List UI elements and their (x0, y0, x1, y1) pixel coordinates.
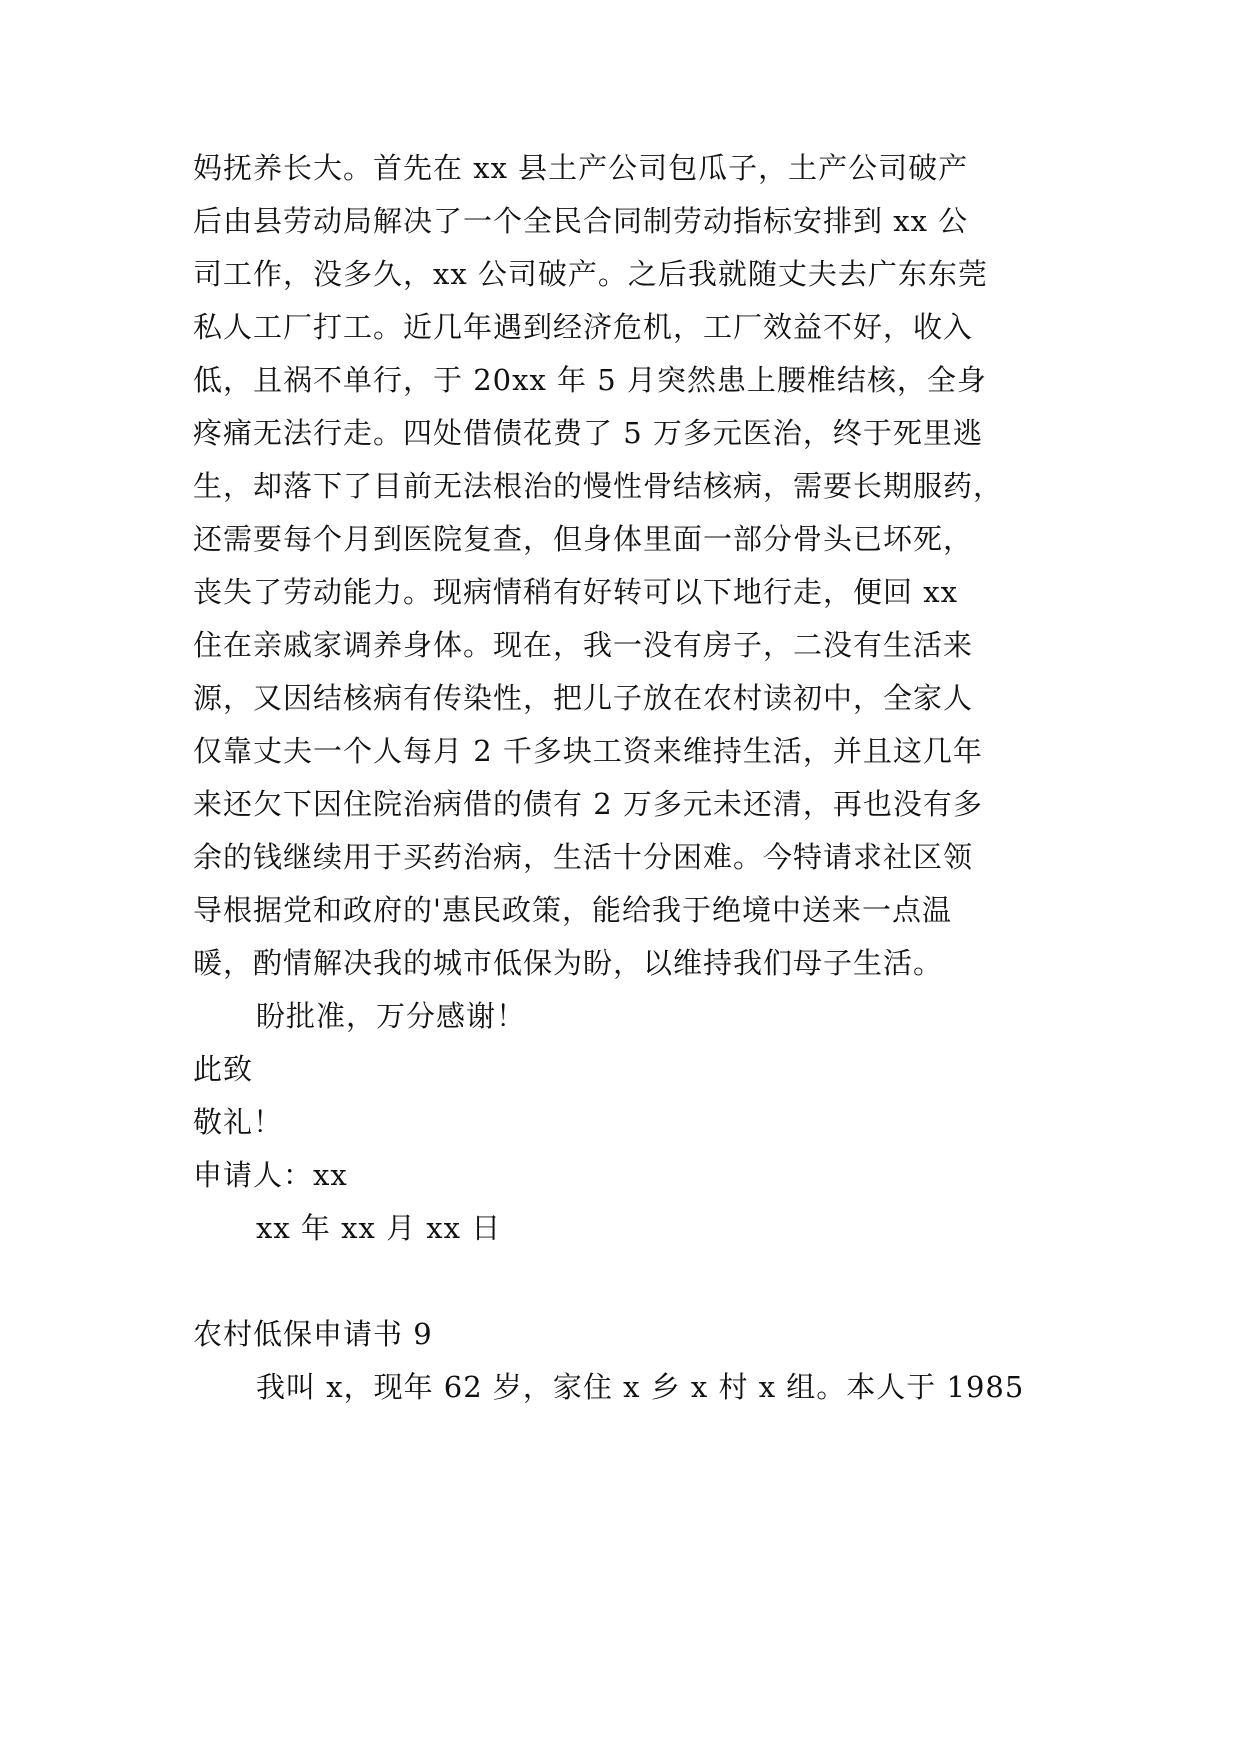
section-first-line: 我叫 x，现年 62 岁，家住 x 乡 x 村 x 组。本人于 1985 (256, 1370, 1025, 1404)
body-line-9: 丧失了劳动能力。现病情稍有好转可以下地行走，便回 xx (193, 575, 958, 609)
closing-salutation: 此致 (193, 1052, 254, 1086)
section-title: 农村低保申请书 9 (193, 1317, 433, 1351)
body-line-4: 私人工厂打工。近几年遇到经济危机，工厂效益不好，收入 (193, 310, 974, 344)
body-line-15: 导根据党和政府的'惠民政策，能给我于绝境中送来一点温 (193, 893, 952, 927)
body-line-16: 暖，酌情解决我的城市低保为盼，以维持我们母子生活。 (193, 946, 944, 980)
closing-regards: 敬礼！ (193, 1105, 284, 1139)
applicant-line: 申请人：xx (193, 1158, 348, 1192)
body-line-11: 源，又因结核病有传染性，把儿子放在农村读初中，全家人 (193, 681, 974, 715)
body-line-10: 住在亲戚家调养身体。现在，我一没有房子，二没有生活来 (193, 628, 974, 662)
body-line-12: 仅靠丈夫一个人每月 2 千多块工资来维持生活，并且这几年 (193, 734, 983, 768)
body-line-2: 后由县劳动局解决了一个全民合同制劳动指标安排到 xx 公 (193, 204, 969, 238)
body-line-6: 疼痛无法行走。四处借债花费了 5 万多元医治，终于死里逃 (193, 416, 983, 450)
body-line-5: 低，且祸不单行，于 20xx 年 5 月突然患上腰椎结核，全身 (193, 363, 987, 397)
body-line-13: 来还欠下因住院治病借的债有 2 万多元未还清，再也没有多 (193, 787, 983, 821)
body-line-14: 余的钱继续用于买药治病，生活十分困难。今特请求社区领 (193, 840, 974, 874)
request-line: 盼批准，万分感谢！ (256, 999, 527, 1033)
body-line-7: 生，却落下了目前无法根治的慢性骨结核病，需要长期服药， (193, 469, 1004, 503)
body-line-8: 还需要每个月到医院复查，但身体里面一部分骨头已坏死， (193, 522, 974, 556)
body-line-1: 妈抚养长大。首先在 xx 县土产公司包瓜子，土产公司破产 (193, 151, 969, 185)
body-line-3: 司工作，没多久，xx 公司破产。之后我就随丈夫去广东东莞 (193, 257, 988, 291)
date-line: xx 年 xx 月 xx 日 (256, 1211, 502, 1245)
